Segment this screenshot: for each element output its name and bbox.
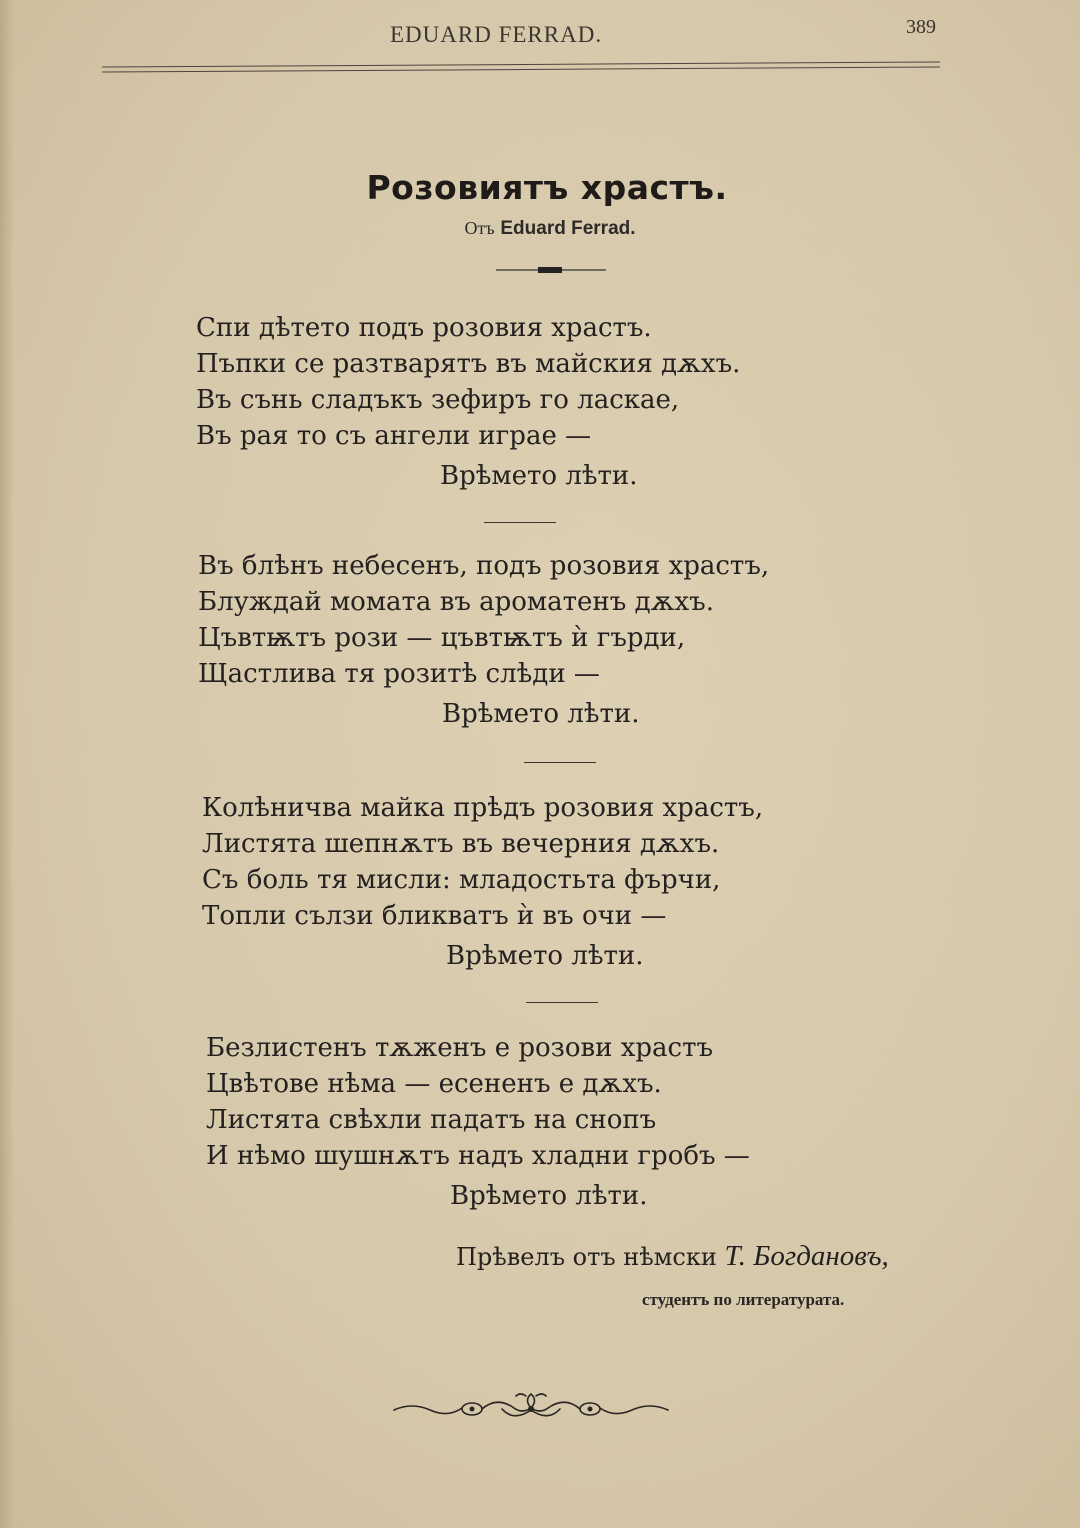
stanza-separator <box>524 762 596 763</box>
poem-line: Безлистенъ тѫженъ е розови храстъ <box>206 1033 714 1063</box>
poem-line: Въ сънь сладъкъ зефиръ го ласкае, <box>196 385 680 415</box>
poem-title: Розовиятъ храстъ. <box>366 168 728 207</box>
stanza-separator <box>484 522 556 523</box>
poem-refrain: Врѣмето лѣти. <box>450 1181 648 1211</box>
stanza-2 <box>198 548 769 732</box>
byline-prefix: Отъ <box>464 218 495 238</box>
poem-line: Топли сълзи бликватъ ѝ въ очи — <box>202 901 667 931</box>
poem-line: И нѣмо шушнѫтъ надъ хладни гробъ — <box>206 1141 750 1171</box>
poem-line: Спи дѣтето подъ розовия храстъ. <box>196 313 652 343</box>
title-ornament-rule <box>496 263 606 277</box>
poem-line: Листята шепнѫтъ въ вечерния дѫхъ. <box>202 829 720 859</box>
poem-refrain: Врѣмето лѣти. <box>440 461 638 491</box>
stanza-separator <box>526 1002 598 1003</box>
poem-refrain: Врѣмето лѣти. <box>446 941 644 971</box>
poem-line: Цъвтѭтъ рози — цъвтѭтъ ѝ гърди, <box>198 623 686 653</box>
poem-line: Въ рая то съ ангели играе — <box>196 421 592 451</box>
poem-line: Цвѣтове нѣма — есененъ е дѫхъ. <box>206 1069 662 1099</box>
translated-prefix: Прѣвелъ отъ нѣмски <box>456 1243 717 1271</box>
stanza-4 <box>206 1030 750 1214</box>
page-number: 389 <box>906 16 936 38</box>
flourish-ornament-icon <box>392 1388 670 1428</box>
header-rule-thin <box>102 66 940 72</box>
running-title: EDUARD FERRAD. <box>390 22 603 47</box>
poem-line: Пъпки се разтварятъ въ майския дѫхъ. <box>196 349 741 379</box>
translator-credential: студентъ по литературата. <box>642 1290 845 1309</box>
stanza-3 <box>202 790 763 974</box>
poem-line: Щастлива тя розитѣ слѣди — <box>198 659 600 689</box>
poem-line: Съ боль тя мисли: младостьта фърчи, <box>202 865 721 895</box>
poem-line: Колѣничва майка прѣдъ розовия храстъ, <box>202 793 764 823</box>
poem-byline <box>0 218 1080 240</box>
poem-refrain: Врѣмето лѣти. <box>442 699 640 729</box>
poem-line: Въ блѣнъ небесенъ, подъ розовия храстъ, <box>198 551 770 581</box>
stanza-1 <box>196 310 740 494</box>
poem-line: Листята свѣхли падатъ на снопъ <box>206 1105 657 1135</box>
poem-author: Eduard Ferrad. <box>500 218 636 239</box>
translator-name: Т. Богдановъ, <box>724 1240 889 1272</box>
translator-credit <box>456 1240 889 1273</box>
poem-line: Блуждай момата въ ароматенъ дѫхъ. <box>198 587 714 617</box>
